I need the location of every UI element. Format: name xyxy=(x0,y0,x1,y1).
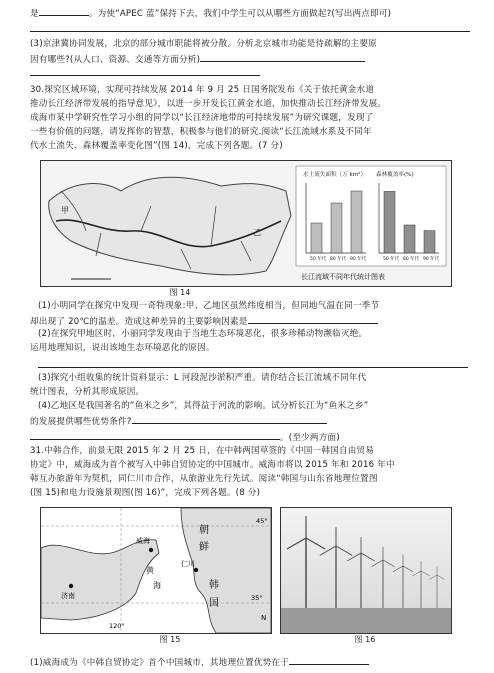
chart-bar xyxy=(351,191,362,253)
wind-turbine-photo xyxy=(281,508,451,633)
answer-blank xyxy=(289,655,369,665)
q30-part4-cont: 的发展提供哪些优势条件? xyxy=(30,414,470,428)
map-label-yellow-sea-2: 海 xyxy=(153,581,161,590)
q29-blank-line: 是 。为使“APEC 蓝”保持下去，我们中学生可以从哪些方面做起?(写出两点即可) xyxy=(30,6,470,20)
q30-part3-cont: 统计图表，分析其形成原因。 xyxy=(30,387,145,397)
chart-bar xyxy=(331,203,342,253)
figure-16-caption: 图 16 xyxy=(354,635,376,644)
chart-tick-label: 50 年代 xyxy=(383,257,400,262)
answer-line xyxy=(30,31,470,32)
q31-intro-line: 韩互办旅游年为契机，同仁川市合作，从旅游业先行先试。阅读“韩国与山东省地理位置图 xyxy=(30,474,378,484)
q30-part1-cont: 却出现了 20℃的温差。造成这种差异的主要影响因素是 xyxy=(30,314,470,328)
map-label-lon: 120° xyxy=(109,622,125,630)
map-label-north: N xyxy=(261,614,267,622)
chart-bar xyxy=(311,223,322,253)
chart-tick-label: 90 年代 xyxy=(423,257,440,262)
figure-15-map xyxy=(40,507,272,634)
q31-intro-line: (图 15)和电力设施景观图(图 16)”，完成下列各题。(8 分) xyxy=(30,488,261,498)
figure-15-caption: 图 15 xyxy=(159,635,181,644)
yangtze-basin-map xyxy=(41,161,451,286)
chart-tick-label: 50 年代 xyxy=(310,257,327,262)
q31-part1: (1)威海成为《中韩自贸协定》首个中国城市，其地理位置优势在于 xyxy=(30,655,470,669)
answer-blank xyxy=(200,52,365,62)
figure-16-wind-turbines xyxy=(280,507,452,634)
q30-intro-line: 30.探究区域环境，实现可持续发展 2014 年 9 月 25 日国务院发布《关于依托黄金水道 xyxy=(30,85,375,95)
q30-part3: (3)探究小组收集的统计资料显示：L 河段泥沙淤积严重。请你结合长江流域不同年代 xyxy=(38,373,367,383)
chart-tick-label: 80 年代 xyxy=(403,257,420,262)
chart-forest-cover-title: 森林覆盖率(%) xyxy=(376,172,414,178)
q31-intro-line: 协定》中，威海成为首个被写入中韩自贸协定的中国城市。威海市将以 2015 年和 2016 年中 xyxy=(30,460,395,470)
q31-intro-line: 31.中韩合作，前景无限 2015 年 2 月 25 日，在中韩两国草签的《中国一韩国自由贸易 xyxy=(30,446,375,456)
answer-blank xyxy=(132,414,327,424)
chart-soil-erosion-title: 水土流失面积（万 km²） xyxy=(303,172,367,178)
chart-tick-label: 80 年代 xyxy=(330,257,347,262)
map-label-yellow-sea-1: 黄 xyxy=(146,566,154,575)
q30-intro-line: 代水土流失、森林覆盖率变化图”(图 14)，完成下列各题。(7 分) xyxy=(30,141,283,151)
q29-part3-text: (3)京津冀协同发展，北京的部分城市职能将被分散。分析北京城市功能是待疏解的主要原 xyxy=(30,39,377,49)
map-label-renchuan: 仁川 xyxy=(181,560,195,568)
map-label-chao: 朝 xyxy=(199,525,209,536)
chart-tick-label: 90 年代 xyxy=(350,257,367,262)
answer-blank xyxy=(248,314,378,324)
korea-shandong-map xyxy=(41,508,271,633)
map-label-weihai: 威海 xyxy=(136,537,150,545)
q30-intro-line: 推动长江经济带发展的指导意见》，以进一步开发长江黄金水道，加快推动长江经济带发展。 xyxy=(30,99,387,109)
q30-intro-line: 成海市某中学研究性学习小组的同学以“长江经济地带的可持续发展”为研究课题，发现了 xyxy=(30,113,374,123)
map-label-xian: 鲜 xyxy=(199,542,209,553)
chart-bar xyxy=(424,231,435,253)
answer-blank xyxy=(30,430,280,440)
map-label-jia: 甲 xyxy=(61,206,69,215)
answer-blank xyxy=(39,6,89,16)
chart-bar xyxy=(404,225,415,253)
figure-14-yangtze-map xyxy=(40,160,452,287)
q30-part1: (1)小明同学在探究中发现一奇特现象:甲、乙地区虽然纬度相当，但同地气温在同一季节 xyxy=(38,301,380,311)
map-label-yi: 乙 xyxy=(253,228,261,237)
q30-part2: (2)在探究甲地区时，小丽同学发现由于当地生态环境恶化，很多珍稀动物濒临灭绝。 xyxy=(38,329,368,339)
q30-part4-end: 。(至少两方面) xyxy=(30,430,470,444)
figure-14-caption: 图 14 xyxy=(169,288,191,297)
map-label-lat45: 45° xyxy=(256,517,268,525)
map-label-guo: 国 xyxy=(209,598,219,609)
q30-part2-cont: 运用地理知识，说出该地生态环境恶化的原因。 xyxy=(30,343,215,353)
answer-line xyxy=(38,367,468,368)
map-label-han: 韩 xyxy=(209,580,219,591)
chart-bar xyxy=(384,191,395,253)
map-label-lat35: 35° xyxy=(251,594,263,602)
chart-caption: 长江流域不同年代统计图表 xyxy=(301,273,385,281)
q29-part3-text-2: 因有哪些?(从人口、资源、交通等方面分析) xyxy=(30,52,470,66)
map-label-jinan: 济南 xyxy=(61,592,75,600)
q30-part4: (4)乙地区是我国著名的“鱼米之乡”，其得益于河流的影响。试分析长江为“鱼米之乡” xyxy=(38,401,369,411)
answer-line xyxy=(30,75,260,76)
q30-intro-line: 一些有价值的问题，请发挥你的智慧，积极参与他们的研究.阅读“长江流域水系及不同年 xyxy=(30,127,372,137)
